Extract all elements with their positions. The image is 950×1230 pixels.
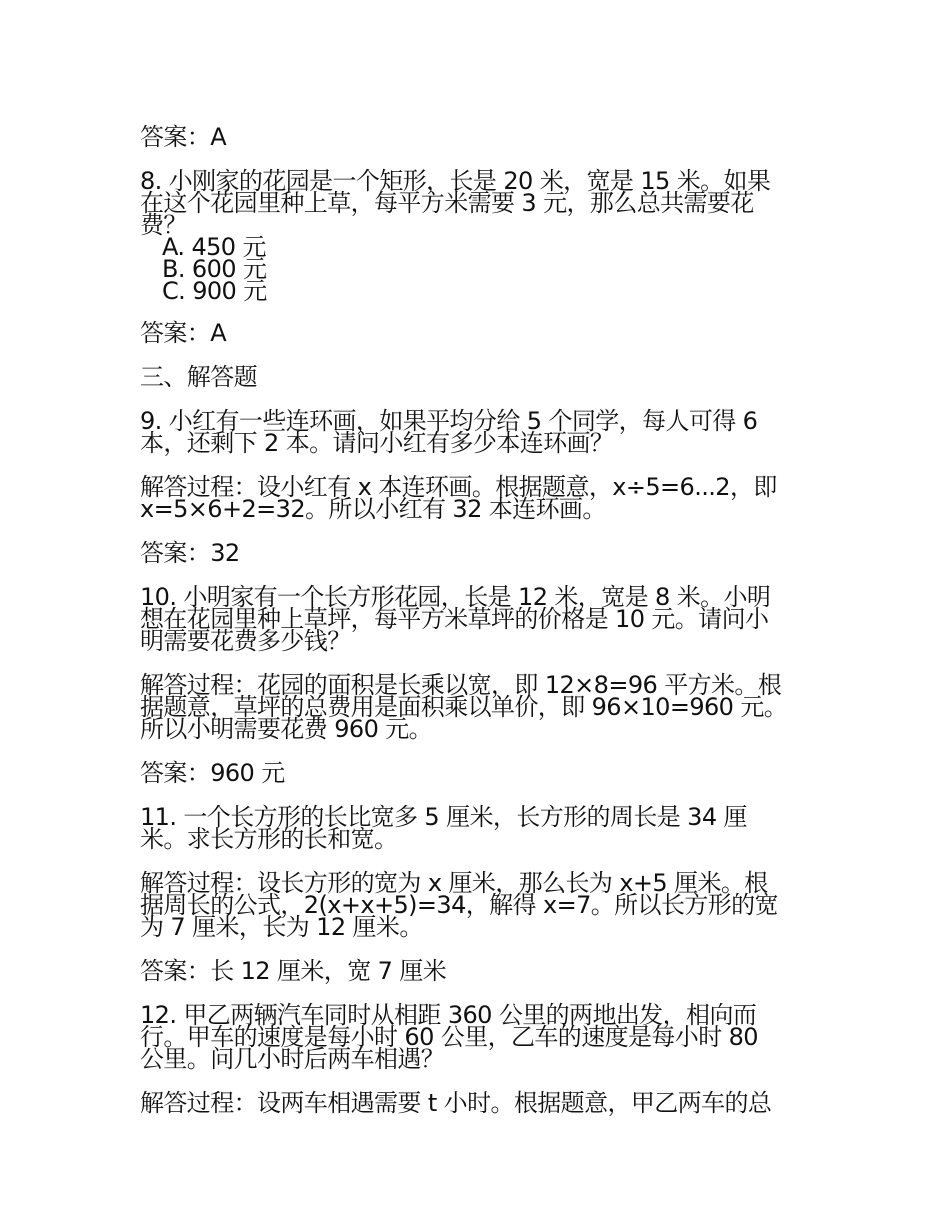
solution-11 [140,869,812,941]
text-line: 公里。问几小时后两车相遇？ [140,1045,445,1073]
text-line: 所以小明需要花费 960 元。 [140,715,433,743]
text-line: 答案：A [140,123,227,151]
text-line: 解答过程：设长方形的宽为 x 厘米，那么长为 x+5 厘米。根 [140,869,768,897]
text-line: 12. 甲乙两辆汽车同时从相距 360 公里的两地出发，相向而 [140,1001,757,1029]
answer-block [140,319,812,347]
question-8 [140,167,812,305]
solution-12 [140,1089,812,1117]
text-line: 费？ [140,211,187,239]
text-line: x=5×6+2=32。所以小红有 32 本连环画。 [140,495,606,523]
option-a: A. 450 元 [162,233,266,261]
answer-block [140,957,812,985]
text-line: 答案：长 12 厘米，宽 7 厘米 [140,957,447,985]
text-line: 8. 小刚家的花园是一个矩形，长是 20 米，宽是 15 米。如果 [140,167,771,195]
text-line: 本，还剩下 2 本。请问小红有多少本连环画？ [140,429,614,457]
text-line: 解答过程：设小红有 x 本连环画。根据题意，x÷5=6...2，即 [140,473,777,501]
solution-10 [140,671,812,743]
text-line: 9. 小红有一些连环画，如果平均分给 5 个同学，每人可得 6 [140,407,758,435]
answer-block [140,123,812,151]
text-line: 解答过程：花园的面积是长乘以宽，即 12×8=96 平方米。根 [140,671,782,699]
text-line: 解答过程：设两车相遇需要 t 小时。根据题意，甲乙两车的总 [140,1089,772,1117]
text-line: 想在花园里种上草坪，每平方米草坪的价格是 10 元。请问小 [140,605,769,633]
question-12 [140,1001,812,1073]
option-c: C. 900 元 [162,277,267,305]
document-page [140,123,812,1136]
text-line: 在这个花园里种上草，每平方米需要 3 元，那么总共需要花 [140,189,754,217]
question-10 [140,583,812,655]
question-9 [140,407,812,457]
text-line: 11. 一个长方形的长比宽多 5 厘米，长方形的周长是 34 厘 [140,803,747,831]
section-heading [140,363,812,391]
text-line: 据周长的公式，2(x+x+5)=34，解得 x=7。所以长方形的宽 [140,891,778,919]
option-b: B. 600 元 [162,255,267,283]
answer-block [140,539,812,567]
text-line: 据题意，草坪的总费用是面积乘以单价，即 96×10=960 元。 [140,693,788,721]
solution-9 [140,473,812,523]
text-line: 米。求长方形的长和宽。 [140,825,398,853]
text-line: 明需要花费多少钱？ [140,627,351,655]
text-line: 为 7 厘米，长为 12 厘米。 [140,913,423,941]
text-line: 答案：A [140,319,227,347]
answer-block [140,759,812,787]
text-line: 答案：32 [140,539,240,567]
question-11 [140,803,812,853]
text-line: 行。甲车的速度是每小时 60 公里，乙车的速度是每小时 80 [140,1023,758,1051]
text-line: 答案：960 元 [140,759,285,787]
text-line: 三、解答题 [140,363,257,391]
text-line: 10. 小明家有一个长方形花园，长是 12 米，宽是 8 米。小明 [140,583,771,611]
